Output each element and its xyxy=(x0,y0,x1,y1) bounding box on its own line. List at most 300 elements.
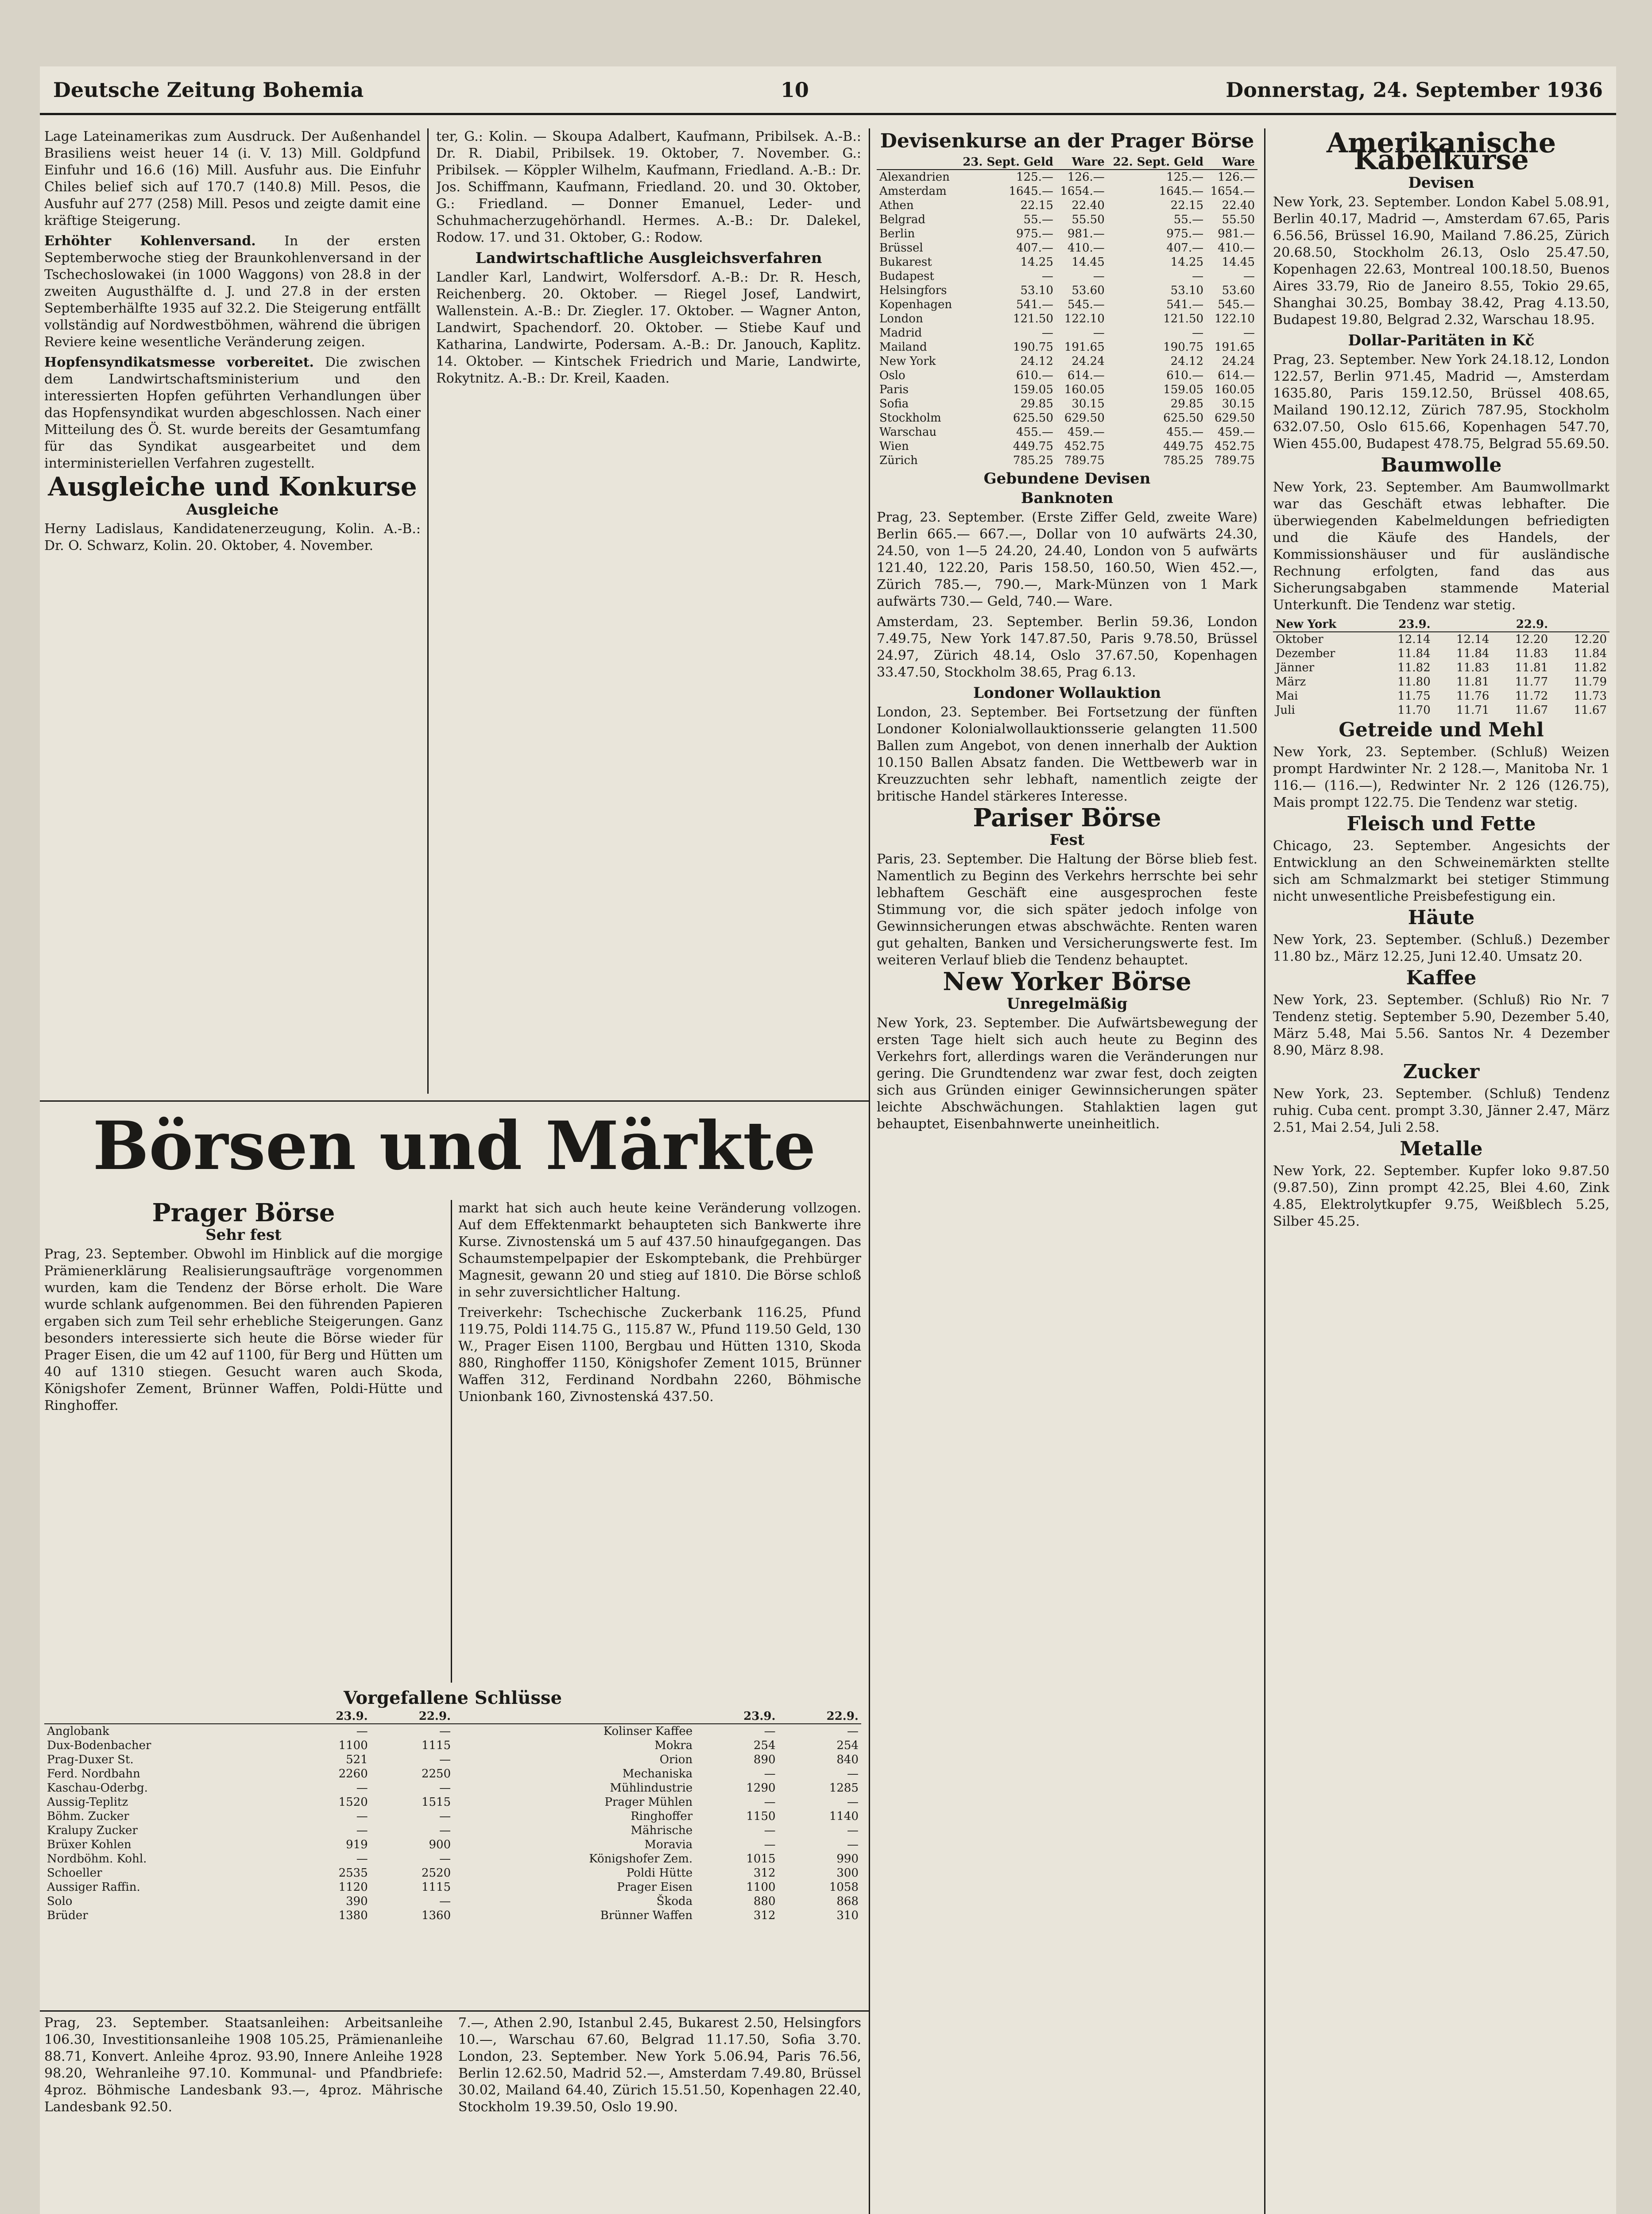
table-cell: — xyxy=(439,1824,451,1837)
devisen-row xyxy=(877,213,1257,227)
table-cell: 11.83 xyxy=(1515,647,1548,660)
table-cell: 1100 xyxy=(746,1881,776,1894)
ausgleiche-heading: Ausgleiche und Konkurse xyxy=(48,472,417,502)
table-cell: — xyxy=(439,1810,451,1823)
vorgefallene-row xyxy=(44,1894,861,1908)
table-cell: London xyxy=(879,312,923,325)
table-cell: — xyxy=(439,1753,451,1766)
vorgefallene-row xyxy=(44,1724,861,1738)
table-cell: Stockholm xyxy=(879,411,941,425)
table-cell: 11.80 xyxy=(1397,675,1431,689)
vorgefallene-row xyxy=(44,1738,861,1753)
cotton-row xyxy=(1273,646,1609,661)
table-cell: 625.50 xyxy=(1013,411,1053,425)
table-cell: — xyxy=(356,1852,368,1866)
amsterdam-text: Amsterdam, 23. September. Berlin 59.36, London 7.49.75, New York 147.87.50, Paris 9.78.50, Brüssel 24.97, Zürich 48.14, Oslo 37.67.50, Kopenhagen 33.47.50, Stockholm 38.65, Prag 6.13. xyxy=(877,614,1257,680)
table-cell: 55.50 xyxy=(1072,213,1105,226)
table-cell: Mailand xyxy=(879,341,927,354)
table-cell: 1380 xyxy=(338,1909,368,1922)
table-cell: 22.15 xyxy=(1170,199,1204,212)
zucker-text: New York, 23. September. (Schluß) Tendenz ruhig. Cuba cent. prompt 3.30, Jänner 2.47, März 2.51, Mai 2.54, Juli 2.58. xyxy=(1273,1086,1609,1135)
table-cell: 121.50 xyxy=(1013,312,1053,325)
table-cell: 11.81 xyxy=(1515,661,1548,674)
table-cell: 407.— xyxy=(1016,241,1053,255)
table-cell: New York xyxy=(879,355,936,368)
dollar-heading: Dollar-Paritäten in Kč xyxy=(1348,332,1535,349)
kaffee-heading: Kaffee xyxy=(1406,967,1477,989)
table-cell: 11.79 xyxy=(1574,675,1607,689)
table-cell: Mechaniska xyxy=(622,1767,693,1780)
table-cell: 449.75 xyxy=(1163,440,1204,453)
table-cell: — xyxy=(439,1725,451,1738)
table-cell: 1140 xyxy=(829,1810,859,1823)
table-cell: 300 xyxy=(836,1866,859,1880)
table-cell: Jänner xyxy=(1276,661,1315,674)
table-header-cell: 23. Sept. Geld xyxy=(957,155,1056,170)
table-cell: 55.— xyxy=(1023,213,1053,226)
table-cell: 191.65 xyxy=(1215,341,1255,354)
table-cell: 541.— xyxy=(1016,298,1053,311)
newyork-subheading: Unregelmäßig xyxy=(1006,995,1128,1013)
table-cell: Böhm. Zucker xyxy=(47,1810,129,1823)
table-cell: 1058 xyxy=(829,1881,859,1894)
table-cell: März xyxy=(1276,675,1306,689)
table-cell: Athen xyxy=(879,199,914,212)
newspaper-page xyxy=(40,66,1616,2214)
table-cell: 160.05 xyxy=(1215,383,1255,396)
table-cell: 29.85 xyxy=(1020,397,1053,410)
table-cell: 22.40 xyxy=(1222,199,1255,212)
table-cell: Anglobank xyxy=(47,1725,109,1738)
table-cell: Brüder xyxy=(47,1909,88,1922)
table-cell: — xyxy=(847,1824,859,1837)
table-cell: 890 xyxy=(753,1753,776,1766)
table-cell: 30.15 xyxy=(1222,397,1255,410)
fleisch-heading: Fleisch und Fette xyxy=(1346,813,1536,835)
banknoten-text: Prag, 23. September. (Erste Ziffer Geld, zweite Ware) Berlin 665.— 667.—, Dollar von 10 aufwärts 24.30, 24.50, von 1—5 24.20, 24.40, London von 5 aufwärts 121.40, 122.20, Paris 158.50, 160.50, Wien 452.—, Zürich 785.—, 790.—, Mark-Münzen von 1 Mark aufwärts 730.— Geld, 740.— Ware. xyxy=(877,510,1257,609)
table-header-cell: 22.9. xyxy=(778,1709,861,1724)
table-cell: Königshofer Zem. xyxy=(589,1852,693,1866)
table-cell: Dezember xyxy=(1276,647,1335,660)
landwirtschaft-heading: Landwirtschaftliche Ausgleichsverfahren xyxy=(475,249,822,267)
issue-date: Donnerstag, 24. September 1936 xyxy=(1226,77,1603,102)
hopfen-text: Die zwischen dem Landwirtschaftsministerium und den interessierten Hopfen geführten Verhandlungen über das Hopfensyndikat wurden abgeschlossen. Nach einer Mitteilung des Ö. St. wurde bereits der Gesamtumfang für das Syndikat ausgearbeitet und dem interministeriellen Verfahren zugestellt. xyxy=(44,355,421,471)
freiverkehr-text: Treiverkehr: Tschechische Zuckerbank 116.25, Pfund 119.75, Poldi 114.75 G., 115.87 W., Pfund 119.50 Geld, 130 W., Prager Eisen 1100, Bergbau und Hütten 1310, Skoda 880, Ringhoffer 1150, Königshofer Zement 1015, Brünner Waffen 312, Ferdinand Nordbahn 2260, Böhmische Unionbank 160, Zivnostenská 437.50. xyxy=(458,1305,861,1405)
table-cell: Kralupy Zucker xyxy=(47,1824,138,1837)
landwirtschaft-text: Landler Karl, Landwirt, Wolfersdorf. A.-B.: Dr. R. Hesch, Reichenberg. 20. Oktober. — Riegel Josef, Landwirt, Wallenstein. A.-B.: Dr. Ziegler. 17. Oktober. — Wagner Anton, Landwirt, Spachendorf. 20. Oktober. — Stiebe Kauf und Katharina, Landwirte, Podersam. A.-B.: Dr. Janouch, Kaplitz. 14. Oktober. — Kintschek Friedrich und Marie, Landwirte, Rokytnitz. A.-B.: Dr. Kreil, Kaaden. xyxy=(436,270,861,386)
haeute-text: New York, 23. September. (Schluß.) Dezember 11.80 bz., März 12.25, Juni 12.40. Umsatz 20. xyxy=(1273,932,1609,964)
table-cell: — xyxy=(847,1725,859,1738)
table-cell: 11.81 xyxy=(1456,675,1490,689)
vorgefallene-row xyxy=(44,1823,861,1838)
devisen-row xyxy=(877,198,1257,213)
table-cell: Poldi Hütte xyxy=(626,1866,693,1880)
table-cell: 14.45 xyxy=(1222,255,1255,269)
table-cell: 919 xyxy=(346,1838,368,1851)
devisen-row xyxy=(877,383,1257,397)
intro-text: Lage Lateinamerikas zum Ausdruck. Der Außenhandel Brasiliens weist heuer 14 (i. V. 13) Mill. Goldpfund Einfuhr und 16.6 (16) Mill. Ausfuhr aus. Die Einfuhr Chiles belief sich auf 170.7 (140.8) Mill. Pesos, die Ausfuhr auf 277 (258) Mill. Pesos und zeigte damit eine kräftige Steigerung. xyxy=(44,129,421,228)
table-cell: 1285 xyxy=(829,1781,859,1795)
table-cell: 254 xyxy=(836,1739,859,1752)
table-cell: 629.50 xyxy=(1064,411,1105,425)
devisen-row xyxy=(877,439,1257,453)
prager-heading: Prager Börse xyxy=(152,1200,335,1227)
table-cell: 459.— xyxy=(1067,426,1105,439)
vorgefallene-row xyxy=(44,1809,861,1823)
staatsanleihen-text: Prag, 23. September. Staatsanleihen: Arbeitsanleihe 106.30, Investitionsanleihe 1908 105.25, Prämienanleihe 88.71, Konvert. Anleihe 4proz. 93.90, Innere Anleihe 1928 98.20, Wehranleihe 97.10. Kommunal- und Pfandbriefe: 4proz. Böhmische Landesbank 93.—, 4proz. Mährische Landesbank 92.50. xyxy=(44,2015,443,2115)
table-cell: 11.72 xyxy=(1515,689,1548,703)
table-cell: Aussig-Teplitz xyxy=(47,1796,128,1809)
column-rule xyxy=(1264,128,1265,2214)
table-cell: Prager Eisen xyxy=(617,1881,693,1894)
table-cell: 545.— xyxy=(1067,298,1105,311)
table-cell: 29.85 xyxy=(1170,397,1204,410)
table-cell: — xyxy=(847,1796,859,1809)
table-header-cell: 23.9. xyxy=(287,1709,370,1724)
table-cell: 312 xyxy=(753,1909,776,1922)
table-cell: Mai xyxy=(1276,689,1298,703)
table-cell: Oktober xyxy=(1276,633,1323,646)
table-cell: 126.— xyxy=(1218,170,1255,184)
pariser-text: Paris, 23. September. Die Haltung der Börse blieb fest. Namentlich zu Beginn des Verkehrs herrschte bei sehr lebhaftem Geschäft eine ausgesprochen feste Stimmung vor, die sich später jedoch infolge von Gewinnsicherungen etwas abschwächte. Renten waren gut gehalten, Banken und Versicherungswerte fest. Im weiteren Verlauf blieb die Tendenz behauptet. xyxy=(877,852,1257,968)
table-cell: 410.— xyxy=(1067,241,1105,255)
page-number: 10 xyxy=(780,77,809,102)
table-cell: 1115 xyxy=(421,1739,451,1752)
table-cell: 125.— xyxy=(1016,170,1053,184)
table-cell: Berlin xyxy=(879,227,915,240)
table-header-cell xyxy=(44,1709,287,1724)
table-cell: — xyxy=(1041,326,1053,340)
column-rule xyxy=(869,128,870,2214)
table-cell: Helsingfors xyxy=(879,284,947,297)
metalle-heading: Metalle xyxy=(1400,1138,1483,1160)
vorgefallene-row xyxy=(44,1838,861,1852)
vorgefallene-row xyxy=(44,1753,861,1767)
table-header-cell: 22.9. xyxy=(371,1709,453,1724)
table-cell: Orion xyxy=(659,1753,693,1766)
table-header-cell: 22. Sept. Geld xyxy=(1107,155,1206,170)
table-cell: 11.67 xyxy=(1515,704,1548,717)
devisen-row xyxy=(877,340,1257,354)
table-cell: 310 xyxy=(836,1909,859,1922)
kabel-heading: Amerikanische Kabelkurse xyxy=(1326,128,1556,176)
table-cell: Sofia xyxy=(879,397,909,410)
column-3 xyxy=(877,128,1257,2214)
table-cell: Nordböhm. Kohl. xyxy=(47,1852,147,1866)
table-cell: 121.50 xyxy=(1163,312,1204,325)
table-cell: — xyxy=(847,1838,859,1851)
table-cell: 126.— xyxy=(1067,170,1105,184)
table-cell: 541.— xyxy=(1166,298,1204,311)
table-header-cell: 23.9. xyxy=(695,1709,778,1724)
table-header-cell: 23.9. xyxy=(1374,617,1433,632)
ausland-block xyxy=(458,2015,861,2214)
table-cell: — xyxy=(356,1781,368,1795)
ausland-text: 7.—, Athen 2.90, Istanbul 2.45, Bukarest 2.50, Helsingfors 10.—, Warschau 67.60, Belgrad 11.17.50, Sofia 3.70. London, 23. September. New York 5.06.94, Paris 76.56, Berlin 12.62.50, Madrid 52.—, Amsterdam 7.49.80, Brüssel 30.02, Mailand 64.40, Zürich 15.51.50, Kopenhagen 22.40, Stockholm 19.39.50, Oslo 19.90. xyxy=(458,2015,861,2115)
table-cell: — xyxy=(356,1824,368,1837)
table-cell: — xyxy=(1192,326,1204,340)
cotton-row xyxy=(1273,689,1609,703)
wolle-text: London, 23. September. Bei Fortsetzung der fünften Londoner Kolonialwollauktionsserie gelangten 11.500 Ballen zum Angebot, von denen innerhalb der Auktion 10.150 Ballen Absatz fanden. Die Wettbewerb war in Kreuzzuchten sehr lebhaft, namentlich zeigte der britische Handel stärkeres Interesse. xyxy=(877,704,1257,804)
table-cell: Brüssel xyxy=(879,241,923,255)
table-cell: Mühlindustrie xyxy=(610,1781,693,1795)
table-cell: 122.10 xyxy=(1064,312,1105,325)
ausgleiche-text: Herny Ladislaus, Kandidatenerzeugung, Kolin. A.-B.: Dr. O. Schwarz, Kolin. 20. Oktober, 4. November. xyxy=(44,521,421,554)
zucker-heading: Zucker xyxy=(1403,1061,1480,1083)
table-cell: — xyxy=(439,1895,451,1908)
table-cell: 30.15 xyxy=(1072,397,1105,410)
table-cell: — xyxy=(1041,270,1053,283)
table-cell: 53.60 xyxy=(1072,284,1105,297)
table-cell: 900 xyxy=(429,1838,451,1851)
table-cell: 11.73 xyxy=(1574,689,1607,703)
vorgefallene-heading: Vorgefallene Schlüsse xyxy=(343,1688,562,1708)
table-cell: Ringhoffer xyxy=(631,1810,693,1823)
kohlen-title: Erhöhter Kohlenversand. xyxy=(44,233,256,249)
table-cell: 1654.— xyxy=(1060,185,1105,198)
vorgefallene-row xyxy=(44,1908,861,1923)
table-cell: 2250 xyxy=(421,1767,451,1780)
table-cell: Belgrad xyxy=(879,213,926,226)
cotton-table xyxy=(1273,617,1609,717)
table-cell: — xyxy=(764,1824,776,1837)
pariser-heading: Pariser Börse xyxy=(973,803,1161,832)
table-cell: 190.75 xyxy=(1013,341,1053,354)
newyork-text: New York, 23. September. Die Aufwärtsbewegung der ersten Tage hielt sich auch heute zu Beginn des Verkehrs fort, allerdings waren die Veränderungen nur gering. Die Grundtendenz war zwar fest, doch zeigten sich aus Gründen einiger Gewinnsicherungen später leichte Abschwächungen. Stahlaktien lagen gut behauptet, Eisenbahnwerte uneinheitlich. xyxy=(877,1015,1257,1132)
table-cell: 614.— xyxy=(1218,369,1255,382)
table-cell: 1120 xyxy=(338,1881,368,1894)
table-cell: 125.— xyxy=(1166,170,1204,184)
kaffee-text: New York, 23. September. (Schluß) Rio Nr. 7 Tendenz stetig. September 5.90, Dezember 5.40, März 5.48, Mai 5.56. Santos Nr. 4 Dezember 8.90, März 8.98. xyxy=(1273,992,1609,1058)
table-cell: 12.14 xyxy=(1456,633,1490,646)
vorgefallene-row xyxy=(44,1767,861,1781)
table-cell: 868 xyxy=(836,1895,859,1908)
hopfen-title: Hopfensyndikatsmesse vorbereitet. xyxy=(44,355,314,370)
table-cell: 11.70 xyxy=(1397,704,1431,717)
newyork-heading: New Yorker Börse xyxy=(943,967,1192,996)
table-cell: 2260 xyxy=(338,1767,368,1780)
table-cell: Škoda xyxy=(656,1895,693,1908)
table-cell: 1645.— xyxy=(1159,185,1204,198)
table-cell: 11.71 xyxy=(1456,704,1490,717)
table-cell: 1150 xyxy=(746,1810,776,1823)
table-cell: 521 xyxy=(346,1753,368,1766)
table-cell: 22.40 xyxy=(1072,199,1105,212)
table-cell: 24.12 xyxy=(1020,355,1053,368)
vorgefallene-row xyxy=(44,1852,861,1866)
table-cell: 455.— xyxy=(1016,426,1053,439)
section-rule xyxy=(40,1100,869,1102)
table-cell: Aussiger Raffin. xyxy=(47,1881,140,1894)
table-header-cell xyxy=(1433,617,1492,632)
table-cell: 975.— xyxy=(1016,227,1053,240)
table-cell: — xyxy=(1243,270,1255,283)
table-cell: 449.75 xyxy=(1013,440,1053,453)
devisen-row xyxy=(877,425,1257,439)
table-cell: 1515 xyxy=(421,1796,451,1809)
table-cell: 11.82 xyxy=(1574,661,1607,674)
table-cell: 11.67 xyxy=(1574,704,1607,717)
devisen-row xyxy=(877,227,1257,241)
devisen-row xyxy=(877,170,1257,184)
table-cell: 53.60 xyxy=(1222,284,1255,297)
table-cell: 625.50 xyxy=(1163,411,1204,425)
devisen-row xyxy=(877,312,1257,326)
table-header-cell: 22.9. xyxy=(1492,617,1551,632)
table-cell: Budapest xyxy=(879,270,934,283)
table-cell: 1290 xyxy=(746,1781,776,1795)
table-cell: 11.83 xyxy=(1456,661,1490,674)
table-cell: 11.76 xyxy=(1456,689,1490,703)
staatsanleihen-block xyxy=(44,2015,443,2214)
table-cell: 1520 xyxy=(338,1796,368,1809)
wolle-heading: Londoner Wollauktion xyxy=(973,684,1161,702)
cotton-row xyxy=(1273,632,1609,646)
vorgefallene-table xyxy=(44,1709,861,1923)
table-cell: — xyxy=(764,1767,776,1780)
table-cell: — xyxy=(764,1725,776,1738)
page-header xyxy=(40,66,1616,115)
table-cell: — xyxy=(1192,270,1204,283)
table-cell: 410.— xyxy=(1218,241,1255,255)
table-cell: Kolinser Kaffee xyxy=(603,1725,693,1738)
table-cell: 840 xyxy=(836,1753,859,1766)
table-cell: 789.75 xyxy=(1064,454,1105,467)
devisen-table xyxy=(877,155,1257,468)
table-cell: 1360 xyxy=(421,1909,451,1922)
table-cell: 160.05 xyxy=(1064,383,1105,396)
vorgefallene-row xyxy=(44,1795,861,1809)
table-cell: 24.24 xyxy=(1072,355,1105,368)
table-cell: 785.25 xyxy=(1013,454,1053,467)
table-cell: 14.45 xyxy=(1072,255,1105,269)
getreide-heading: Getreide und Mehl xyxy=(1339,719,1544,741)
konkurse-text: ter, G.: Kolin. — Skoupa Adalbert, Kaufmann, Pribilsek. A.-B.: Dr. R. Diabil, Pribilsek. 19. Oktober, 7. November. G.: Pribilsek. — Köppler Wilhelm, Kaufmann, Friedland. A.-B.: Dr. Jos. Schiffmann, Kaufmann, Friedland. 20. und 30. Oktober, G.: Friedland. — Donner Emanuel, Leder- und Schuhmacherzugehörhandl. Hermes. A.-B.: Dr. Dalekel, Rodow. 17. und 31. Oktober, G.: Rodow. xyxy=(436,129,861,245)
ausgleiche-subheading: Ausgleiche xyxy=(186,501,279,519)
table-cell: — xyxy=(764,1796,776,1809)
table-cell: Warschau xyxy=(879,426,937,439)
table-cell: 11.84 xyxy=(1397,647,1431,660)
devisen-row xyxy=(877,241,1257,255)
table-cell: 789.75 xyxy=(1215,454,1255,467)
table-cell: 1645.— xyxy=(1009,185,1053,198)
table-cell: 610.— xyxy=(1166,369,1204,382)
table-cell: 55.— xyxy=(1173,213,1204,226)
column-2 xyxy=(436,128,861,1094)
table-cell: Kopenhagen xyxy=(879,298,952,311)
table-cell: 11.77 xyxy=(1515,675,1548,689)
table-cell: 254 xyxy=(753,1739,776,1752)
table-cell: 11.84 xyxy=(1574,647,1607,660)
table-cell: Prag-Duxer St. xyxy=(47,1753,134,1766)
table-cell: Brünner Waffen xyxy=(600,1909,693,1922)
table-cell: 24.12 xyxy=(1170,355,1204,368)
table-cell: 14.25 xyxy=(1170,255,1204,269)
devisen-row xyxy=(877,184,1257,198)
table-cell: 981.— xyxy=(1067,227,1105,240)
table-cell: 14.25 xyxy=(1020,255,1053,269)
devisen-row xyxy=(877,354,1257,368)
vorgefallene-row xyxy=(44,1866,861,1880)
table-header-cell: Ware xyxy=(1056,155,1107,170)
table-cell: Zürich xyxy=(879,454,918,467)
boersen-left xyxy=(44,1200,443,1683)
banknoten-heading: Banknoten xyxy=(1021,489,1114,507)
boersen-right xyxy=(458,1200,861,1683)
table-cell: — xyxy=(1093,326,1105,340)
table-cell: 11.82 xyxy=(1397,661,1431,674)
column-rule xyxy=(451,1200,452,1683)
table-cell: — xyxy=(1093,270,1105,283)
vorgefallene-row xyxy=(44,1880,861,1894)
table-cell: 2535 xyxy=(338,1866,368,1880)
table-cell: — xyxy=(847,1767,859,1780)
table-cell: 975.— xyxy=(1166,227,1204,240)
table-cell: Kaschau-Oderbg. xyxy=(47,1781,148,1795)
table-cell: Mährische xyxy=(631,1824,693,1837)
table-cell: 12.14 xyxy=(1397,633,1431,646)
table-cell: 24.24 xyxy=(1222,355,1255,368)
table-cell: 53.10 xyxy=(1170,284,1204,297)
kabel-devisen-text: New York, 23. September. London Kabel 5.08.91, Berlin 40.17, Madrid —, Amsterdam 67.65, Paris 6.56.56, Brüssel 16.90, Mailand 7.86.25, Zürich 20.68.50, Stockholm 26.13, Oslo 25.47.50, Kopenhagen 22.63, Montreal 100.18.50, Buenos Aires 33.79, Rio de Janeiro 8.55, Tokio 29.65, Shanghai 30.25, Bombay 38.42, Prag 4.13.50, Budapest 19.80, Belgrad 2.32, Warschau 18.95. xyxy=(1273,194,1609,328)
gebundene-heading: Gebundene Devisen xyxy=(983,470,1151,488)
table-cell: — xyxy=(439,1781,451,1795)
devisen-row xyxy=(877,269,1257,283)
devisen-row xyxy=(877,326,1257,340)
table-cell: Paris xyxy=(879,383,909,396)
table-cell: Solo xyxy=(47,1895,73,1908)
baumwolle-text: New York, 23. September. Am Baumwollmarkt war das Geschäft etwas lebhafter. Die überwiegenden Kabelmeldungen befriedigten und die Käufe des Handels, der Kommissionshäuser und für ausländische Rechnung erfolgten, fand das aus Sicherungsabgaben stammende Material Unterkunft. Die Tendenz war stetig. xyxy=(1273,480,1609,613)
table-cell: Madrid xyxy=(879,326,922,340)
table-cell: 159.05 xyxy=(1013,383,1053,396)
table-header-cell: Ware xyxy=(1206,155,1257,170)
table-header-cell xyxy=(1551,617,1609,632)
table-cell: 1654.— xyxy=(1210,185,1255,198)
boersen-heading: Börsen und Märkte xyxy=(93,1107,816,1185)
table-cell: Mokra xyxy=(654,1739,693,1752)
table-cell: 122.10 xyxy=(1215,312,1255,325)
table-cell: Wien xyxy=(879,440,909,453)
haeute-heading: Häute xyxy=(1408,906,1475,929)
table-cell: 459.— xyxy=(1218,426,1255,439)
table-cell: — xyxy=(356,1725,368,1738)
table-cell: 880 xyxy=(753,1895,776,1908)
table-cell: 629.50 xyxy=(1215,411,1255,425)
devisen-row xyxy=(877,368,1257,383)
column-1 xyxy=(44,128,421,1094)
cotton-row xyxy=(1273,703,1609,717)
table-cell: 981.— xyxy=(1218,227,1255,240)
table-cell: Moravia xyxy=(644,1838,693,1851)
kabel-devisen-heading: Devisen xyxy=(1408,174,1474,192)
kohlen-text: In der ersten Septemberwoche stieg der Braunkohlenversand in der Tschechoslowakei (in 1000 Waggons) von 28.8 in der zweiten Augusthälfte d. J. und 27.8 in der ersten Septemberhälfte 1935 auf 32.2. Die Steigerung entfällt vollständig auf Nordwestböhmen, während die übrigen Reviere keine wesentliche Veränderung zeigen. xyxy=(44,233,421,350)
table-cell: 159.05 xyxy=(1163,383,1204,396)
table-cell: 12.20 xyxy=(1574,633,1607,646)
table-cell: 22.15 xyxy=(1020,199,1053,212)
table-cell: 1100 xyxy=(338,1739,368,1752)
prager-text: Prag, 23. September. Obwohl im Hinblick auf die morgige Prämienerklärung Realisierungsaufträge vorgenommen wurden, kam die Tendenz der Börse erholt. Die Ware wurde schlank aufgenommen. Bei den führenden Papieren ergaben sich zum Teil sehr erhebliche Steigerungen. Ganz besonders interessierte sich heute die Börse wieder für Prager Eisen, die um 42 auf 1100, für Berg und Hütten um 40 auf 1310 stiegen. Gesucht waren auch Skoda, Königshofer Zement, Brünner Waffen, Poldi-Hütte und Ringhoffer. xyxy=(44,1246,443,1413)
table-cell: 312 xyxy=(753,1866,776,1880)
table-cell: Ferd. Nordbahn xyxy=(47,1767,140,1780)
pariser-subheading: Fest xyxy=(1049,831,1085,849)
table-cell: Brüxer Kohlen xyxy=(47,1838,132,1851)
table-cell: Amsterdam xyxy=(879,185,947,198)
table-cell: 452.75 xyxy=(1064,440,1105,453)
devisen-row xyxy=(877,298,1257,312)
devisen-row xyxy=(877,397,1257,411)
vorgefallene-row xyxy=(44,1781,861,1795)
table-cell: 11.75 xyxy=(1397,689,1431,703)
